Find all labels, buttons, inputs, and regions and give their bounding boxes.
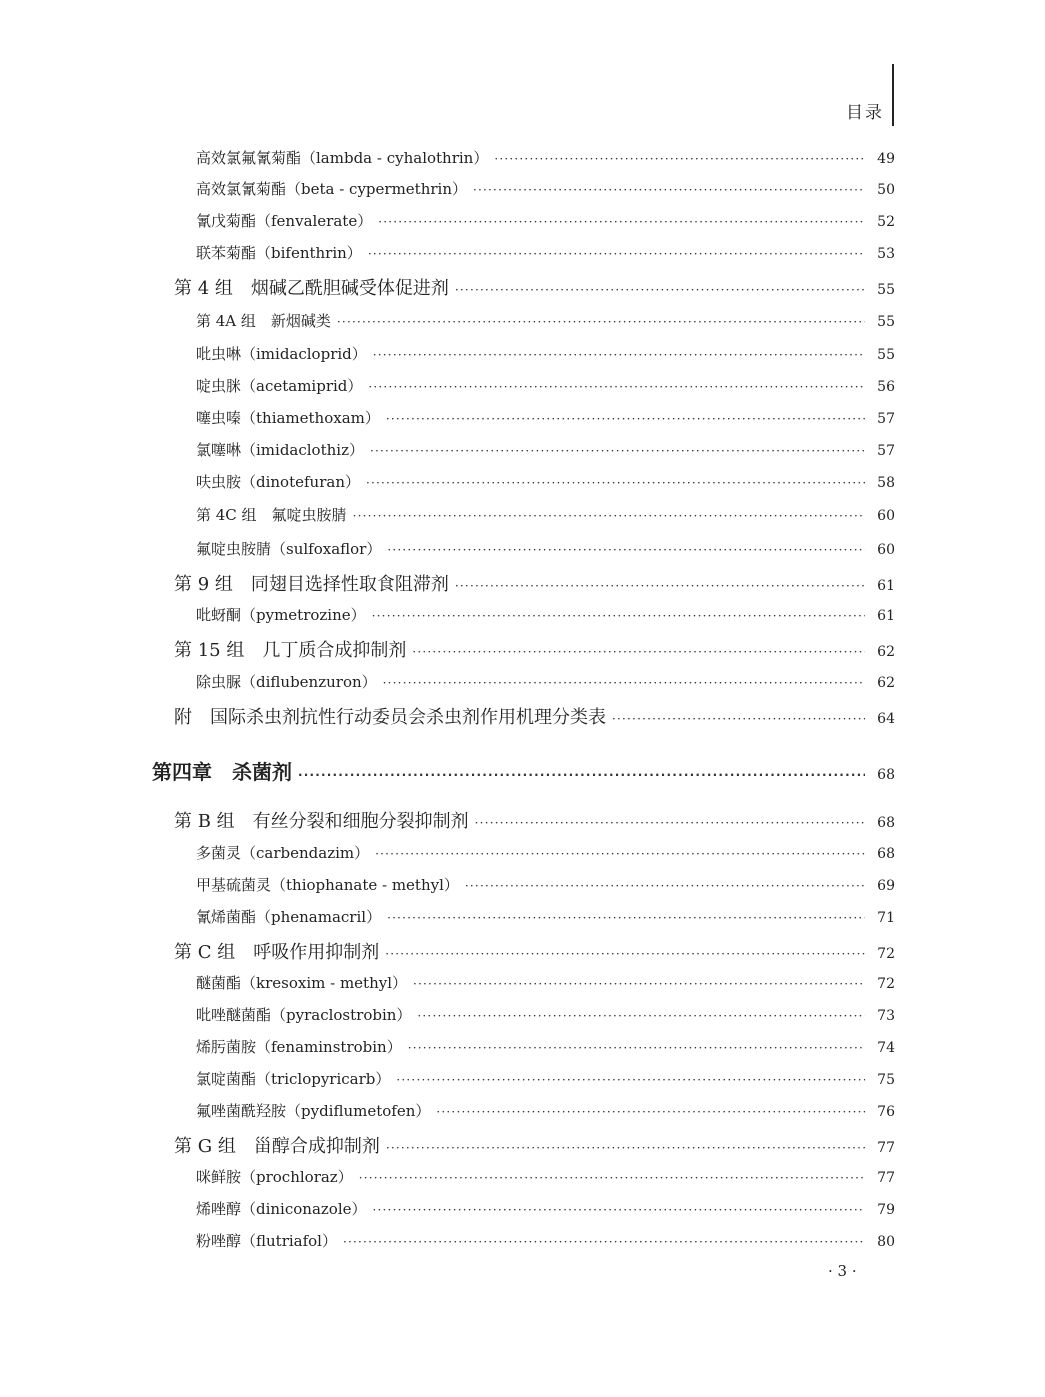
dot-leader xyxy=(366,476,865,490)
toc-entry[interactable] xyxy=(174,703,895,729)
toc-entry-title: 氰烯菌酯（phenamacril） xyxy=(196,908,382,926)
dot-leader xyxy=(368,247,865,261)
toc-entry[interactable] xyxy=(196,439,895,460)
toc-entry-title: 氯噻啉（imidaclothiz） xyxy=(196,441,364,459)
dot-leader xyxy=(359,1171,865,1185)
toc-entry[interactable] xyxy=(196,874,895,895)
toc-entry-page: 68 xyxy=(877,767,895,783)
dot-leader xyxy=(387,911,865,925)
toc-entry-page: 75 xyxy=(877,1072,895,1088)
running-header: 目录 xyxy=(846,103,884,123)
toc-entry-title: 醚菌酯（kresoxim - methyl） xyxy=(196,974,408,992)
toc-entry-page: 80 xyxy=(877,1234,895,1250)
toc-entry[interactable] xyxy=(196,375,895,396)
toc-entry[interactable] xyxy=(174,570,895,596)
toc-entry-page: 60 xyxy=(877,508,895,524)
toc-entry-title: 呋虫胺（dinotefuran） xyxy=(196,473,360,491)
toc-entry-page: 71 xyxy=(877,910,895,926)
dot-leader xyxy=(396,1073,865,1087)
toc-entry[interactable] xyxy=(196,1166,895,1187)
dot-leader xyxy=(408,1041,865,1055)
toc-entry[interactable] xyxy=(196,1198,895,1219)
dot-leader xyxy=(387,543,865,557)
toc-entry[interactable] xyxy=(196,147,895,168)
toc-entry-page: 68 xyxy=(877,815,895,831)
dot-leader xyxy=(473,183,865,197)
toc-entry-title: 附 国际杀虫剂抗性行动委员会杀虫剂作用机理分类表 xyxy=(174,707,606,728)
toc-entry[interactable] xyxy=(196,906,895,927)
toc-entry-title: 第 4C 组 氟啶虫胺腈 xyxy=(196,506,347,524)
toc-entry-title: 咪鲜胺（prochloraz） xyxy=(196,1168,353,1186)
toc-entry-title: 吡蚜酮（pymetrozine） xyxy=(196,606,366,624)
toc-entry[interactable] xyxy=(196,1230,895,1251)
dot-leader xyxy=(386,1141,865,1155)
dot-leader xyxy=(373,348,865,362)
toc-entry-title: 联苯菊酯（bifenthrin） xyxy=(196,244,362,262)
toc-entry-title: 第四章 杀菌剂 xyxy=(152,760,292,784)
dot-leader xyxy=(475,816,865,830)
toc-entry[interactable] xyxy=(196,471,895,492)
toc-entry-title: 高效氯氟氰菊酯（lambda - cyhalothrin） xyxy=(196,149,489,167)
toc-entry-page: 55 xyxy=(877,314,895,330)
dot-leader xyxy=(417,1009,865,1023)
toc-entry-page: 55 xyxy=(877,347,895,363)
page-number: · 3 · xyxy=(828,1262,857,1280)
toc-entry-title: 甲基硫菌灵（thiophanate - methyl） xyxy=(196,876,459,894)
toc-entry[interactable] xyxy=(196,504,895,525)
toc-entry-page: 69 xyxy=(877,878,895,894)
dot-leader xyxy=(612,712,865,726)
toc-entry-title: 第 9 组 同翅目选择性取食阻滞剂 xyxy=(174,574,449,595)
toc-entry-title: 氟啶虫胺腈（sulfoxaflor） xyxy=(196,540,382,558)
toc-entry-title: 除虫脲（diflubenzuron） xyxy=(196,673,377,691)
toc-entry-title: 噻虫嗪（thiamethoxam） xyxy=(196,409,380,427)
toc-entry-page: 76 xyxy=(877,1104,895,1120)
toc-entry[interactable] xyxy=(196,210,895,231)
toc-entry-page: 49 xyxy=(877,151,895,167)
dot-leader xyxy=(375,847,865,861)
toc-entry-page: 64 xyxy=(877,711,895,727)
dot-leader xyxy=(353,509,865,523)
toc-entry-page: 57 xyxy=(877,411,895,427)
toc-entry[interactable] xyxy=(174,636,895,662)
toc-entry-title: 高效氯氰菊酯（beta - cypermethrin） xyxy=(196,180,467,198)
dot-leader xyxy=(372,609,865,623)
toc-entry[interactable] xyxy=(196,343,895,364)
header-rule xyxy=(892,64,894,126)
toc-entry[interactable] xyxy=(174,938,895,964)
dot-leader xyxy=(337,315,865,329)
toc-entry-page: 72 xyxy=(877,946,895,962)
dot-leader xyxy=(383,676,865,690)
dot-leader xyxy=(298,768,865,782)
toc-entry[interactable] xyxy=(196,671,895,692)
dot-leader xyxy=(343,1235,865,1249)
toc-entry-title: 第 G 组 甾醇合成抑制剂 xyxy=(174,1136,380,1157)
dot-leader xyxy=(455,283,865,297)
toc-entry-page: 74 xyxy=(877,1040,895,1056)
toc-entry-title: 吡虫啉（imidacloprid） xyxy=(196,345,367,363)
toc-entry[interactable] xyxy=(196,1100,895,1121)
toc-entry-title: 烯唑醇（diniconazole） xyxy=(196,1200,367,1218)
toc-entry-title: 氟唑菌酰羟胺（pydiflumetofen） xyxy=(196,1102,431,1120)
toc-entry-page: 77 xyxy=(877,1140,895,1156)
toc-entry[interactable] xyxy=(196,842,895,863)
dot-leader xyxy=(494,152,865,166)
toc-entry[interactable] xyxy=(174,1132,895,1158)
dot-leader xyxy=(412,645,865,659)
toc-entry-title: 第 B 组 有丝分裂和细胞分裂抑制剂 xyxy=(174,811,469,832)
toc-entry-page: 60 xyxy=(877,542,895,558)
toc-entry-page: 53 xyxy=(877,246,895,262)
toc-entry-title: 第 4A 组 新烟碱类 xyxy=(196,312,331,330)
toc-entry[interactable] xyxy=(196,1068,895,1089)
toc-entry-title: 第 C 组 呼吸作用抑制剂 xyxy=(174,942,380,963)
dot-leader xyxy=(368,380,865,394)
toc-entry-page: 50 xyxy=(877,182,895,198)
toc-entry[interactable] xyxy=(196,1004,895,1025)
toc-entry[interactable] xyxy=(152,756,895,785)
dot-leader xyxy=(455,579,865,593)
toc-entry[interactable] xyxy=(174,807,895,833)
toc-entry-title: 啶虫脒（acetamiprid） xyxy=(196,377,363,395)
toc-entry-page: 68 xyxy=(877,846,895,862)
toc-entry-title: 第 15 组 几丁质合成抑制剂 xyxy=(174,640,407,661)
toc-entry-page: 79 xyxy=(877,1202,895,1218)
toc-entry-title: 烯肟菌胺（fenaminstrobin） xyxy=(196,1038,402,1056)
toc-entry-title: 粉唑醇（flutriafol） xyxy=(196,1232,337,1250)
toc-entry-title: 氯啶菌酯（triclopyricarb） xyxy=(196,1070,391,1088)
toc-entry-page: 58 xyxy=(877,475,895,491)
toc-entry-page: 72 xyxy=(877,976,895,992)
toc-entry-page: 61 xyxy=(877,578,895,594)
toc-entry[interactable] xyxy=(174,274,895,300)
toc-entry[interactable] xyxy=(196,1036,895,1057)
toc-entry-page: 56 xyxy=(877,379,895,395)
toc-entry-page: 77 xyxy=(877,1170,895,1186)
dot-leader xyxy=(378,215,865,229)
toc-entry[interactable] xyxy=(196,407,895,428)
dot-leader xyxy=(386,412,865,426)
toc-entry[interactable] xyxy=(196,604,895,625)
toc-entry-title: 第 4 组 烟碱乙酰胆碱受体促进剂 xyxy=(174,278,449,299)
dot-leader xyxy=(385,947,865,961)
dot-leader xyxy=(465,879,865,893)
toc-entry[interactable] xyxy=(196,972,895,993)
dot-leader xyxy=(370,444,865,458)
toc-entry[interactable] xyxy=(196,538,895,559)
toc-entry-title: 吡唑醚菌酯（pyraclostrobin） xyxy=(196,1006,412,1024)
dot-leader xyxy=(436,1105,865,1119)
toc-entry[interactable] xyxy=(196,178,895,199)
dot-leader xyxy=(413,977,865,991)
dot-leader xyxy=(373,1203,865,1217)
toc-entry[interactable] xyxy=(196,242,895,263)
toc-entry-page: 55 xyxy=(877,282,895,298)
toc-entry-page: 52 xyxy=(877,214,895,230)
toc-entry-page: 61 xyxy=(877,608,895,624)
toc-entry-page: 73 xyxy=(877,1008,895,1024)
toc-entry-title: 氰戊菊酯（fenvalerate） xyxy=(196,212,373,230)
toc-entry-page: 62 xyxy=(877,644,895,660)
toc-entry[interactable] xyxy=(196,310,895,331)
toc-entry-title: 多菌灵（carbendazim） xyxy=(196,844,370,862)
toc-entry-page: 57 xyxy=(877,443,895,459)
toc-entry-page: 62 xyxy=(877,675,895,691)
